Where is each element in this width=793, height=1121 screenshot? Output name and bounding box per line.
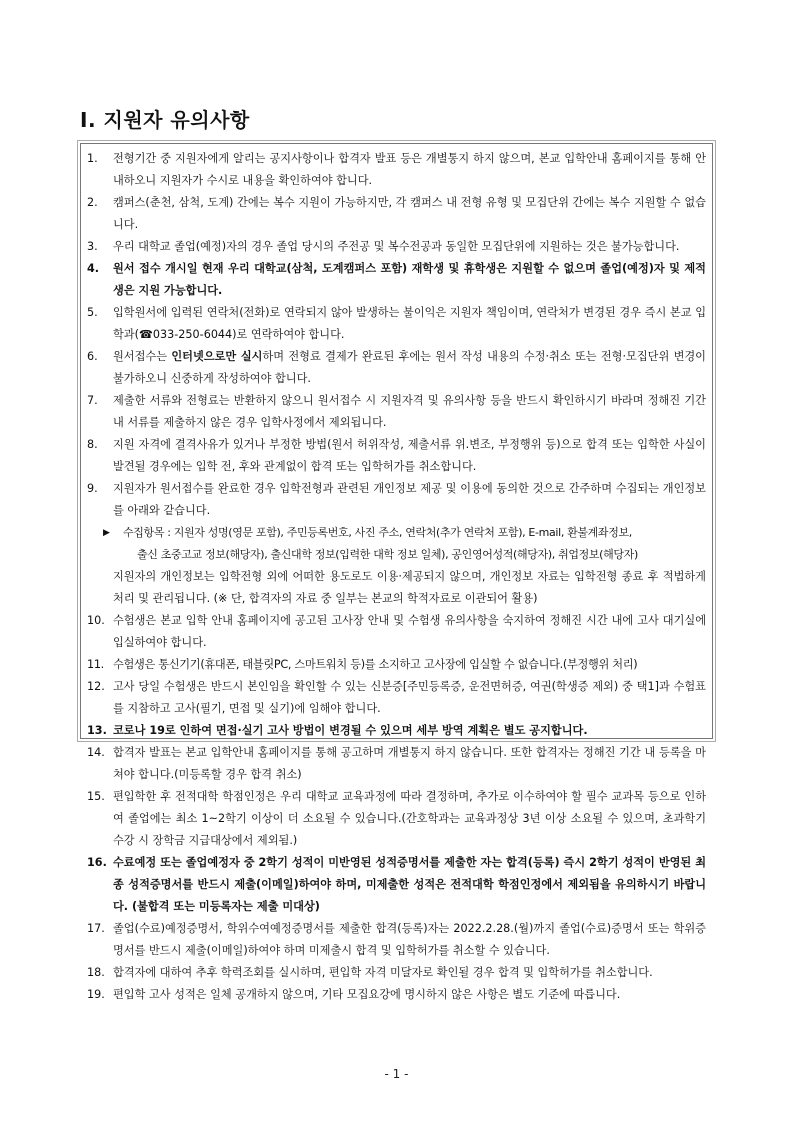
item-number: 17. bbox=[87, 922, 105, 935]
item-text: 원서 접수 개시일 현재 우리 대학교(삼척, 도계캠퍼스 포함) 재학생 및 휴학생은 지원할 수 없으며 졸업(예정)자 및 제적생은 지원 가능합니다. bbox=[113, 262, 706, 297]
item-number: 14. bbox=[87, 746, 105, 759]
sub-item-continuation: 지원자의 개인정보는 입학전형 외에 어떠한 용도로도 이용·제공되지 않으며, 개인정보 자료는 입학전형 종료 후 적법하게 처리 및 관리됩니다. (※ 단, 합격자의 자료 중 일부는 본교의 학적자료로 이관되어 활용) bbox=[113, 570, 706, 605]
item-text: 합격자에 대하여 추후 학력조회를 실시하며, 편입학 자격 미달자로 확인될 경우 합격 및 입학허가를 취소합니다. bbox=[113, 966, 653, 979]
item-text: 전형기간 중 지원자에게 알리는 공지사항이나 합격자 발표 등은 개별통지 하지 않으며, 본교 입학안내 홈페이지를 통해 안내하오니 지원자가 수시로 내용을 확인하여야 합니다. bbox=[113, 152, 706, 187]
item-text: 수료예정 또는 졸업예정자 중 2학기 성적이 미반영된 성적증명서를 제출한 자는 합격(등록) 즉시 2학기 성적이 반영된 최종 성적증명서를 반드시 제출(이메일)하여야 하며, 미제출한 성적은 전적대학 학점인정에서 제외됨을 유의하시기 바랍니다. (불합격 또는 미등록자는 제출 미대상) bbox=[113, 856, 706, 913]
list-item bbox=[87, 742, 706, 786]
list-item bbox=[87, 434, 706, 478]
list-item bbox=[87, 786, 706, 852]
list-item bbox=[87, 390, 706, 434]
item-text: 합격자 발표는 본교 입학안내 홈페이지를 통해 공고하며 개별통지 하지 않습니다. 또한 합격자는 정해진 기간 내 등록을 마쳐야 합니다.(미등록할 경우 합격 취소) bbox=[113, 746, 706, 781]
item-text: 편입학 고사 성적은 일체 공개하지 않으며, 기타 모집요강에 명시하지 않은 사항은 별도 기준에 따릅니다. bbox=[113, 988, 621, 1001]
item-text-part: 원서접수는 bbox=[113, 350, 172, 363]
item-number: 12. bbox=[87, 680, 105, 693]
list-item bbox=[87, 654, 706, 676]
list-item bbox=[87, 302, 706, 346]
item-text: 수험생은 통신기기(휴대폰, 태블릿PC, 스마트워치 등)를 소지하고 고사장에 입실할 수 없습니다.(부정행위 처리) bbox=[113, 658, 638, 671]
item-number: 9. bbox=[87, 482, 98, 495]
item-number: 11. bbox=[87, 658, 104, 671]
item-text-part: 하며 전형료 결제가 완료된 후에는 원서 작성 내용의 수정·취소 또는 전형·모집단위 변경이 불가하오니 신중하게 작성하여야 합니다. bbox=[113, 350, 706, 385]
list-item bbox=[87, 962, 706, 984]
item-number: 13. bbox=[87, 724, 107, 737]
item-number: 16. bbox=[87, 856, 107, 869]
item-text: 캠퍼스(춘천, 삼척, 도계) 간에는 복수 지원이 가능하지만, 각 캠퍼스 내 전형 유형 및 모집단위 간에는 복수 지원할 수 없습니다. bbox=[113, 196, 706, 231]
page-title: Ⅰ. 지원자 유의사항 bbox=[80, 108, 250, 132]
item-text: 수험생은 본교 입학 안내 홈페이지에 공고된 고사장 안내 및 수험생 유의사항을 숙지하여 정해진 시간 내에 고사 대기실에 입실하여야 합니다. bbox=[113, 614, 706, 649]
item-text: 지원자가 원서접수를 완료한 경우 입학전형과 관련된 개인정보 제공 및 이용에 동의한 것으로 간주하며 수집되는 개인정보를 아래와 같습니다. bbox=[113, 482, 706, 517]
list-item bbox=[87, 258, 706, 302]
list-item bbox=[87, 852, 706, 918]
item-text: 입학원서에 입력된 연락처(전화)로 연락되지 않아 발생하는 불이익은 지원자 책임이며, 연락처가 변경된 경우 즉시 본교 입학과(☎033-250-6044)로 연락하여야 합니다. bbox=[113, 306, 706, 341]
item-text bbox=[113, 346, 706, 390]
item-number: 19. bbox=[87, 988, 105, 1001]
list-item bbox=[87, 610, 706, 654]
list-item bbox=[87, 236, 706, 258]
notice-box bbox=[80, 143, 713, 1001]
item-text: 코로나 19로 인하여 면접·실기 고사 방법이 변경될 수 있으며 세부 방역 계획은 별도 공지합니다. bbox=[113, 724, 588, 737]
list-item bbox=[87, 984, 706, 1006]
item-number: 15. bbox=[87, 790, 105, 803]
item-text: 졸업(수료)예정증명서, 학위수여예정증명서를 제출한 합격(등록)자는 2022.2.28.(월)까지 졸업(수료)증명서 또는 학위증명서를 반드시 제출(이메일)하여야 하며 미제출시 합격 및 입학허가를 취소할 수 있습니다. bbox=[113, 922, 706, 957]
item-text: 편입학한 후 전적대학 학점인정은 우리 대학교 교육과정에 따라 결정하며, 추가로 이수하여야 할 필수 교과목 등으로 인하여 졸업에는 최소 1~2학기 이상이 더 소요될 수 있습니다.(간호학과는 교육과정상 3년 이상 소요될 수 있으며, 초과학기 수강 시 장학금 지급대상에서 제외됨.) bbox=[113, 790, 706, 847]
item-text: 우리 대학교 졸업(예정)자의 경우 졸업 당시의 주전공 및 복수전공과 동일한 모집단위에 지원하는 것은 불가능합니다. bbox=[113, 240, 680, 253]
item-number: 6. bbox=[87, 350, 98, 363]
list-item bbox=[87, 676, 706, 720]
item-text: 고사 당일 수험생은 반드시 본인임을 확인할 수 있는 신분증[주민등록증, 운전면허증, 여권(학생증 제외) 중 택1]과 수험표를 지참하고 고사(필기, 면접 및 실기)에 임해야 합니다. bbox=[113, 680, 706, 715]
item-text-emphasis: 인터넷으로만 실시 bbox=[171, 350, 263, 363]
item-number: 10. bbox=[87, 614, 105, 627]
list-item bbox=[87, 148, 706, 192]
item-number: 18. bbox=[87, 966, 105, 979]
item-text: 제출한 서류와 전형료는 반환하지 않으니 원서접수 시 지원자격 및 유의사항 등을 반드시 확인하시기 바라며 정해진 기간 내 서류를 제출하지 않은 경우 입학사정에서 제외됩니다. bbox=[113, 394, 706, 429]
sub-item bbox=[87, 522, 706, 566]
list-item bbox=[87, 720, 706, 742]
sub-item-line: 출신 초중고교 정보(해당자), 출신대학 정보(입력한 대학 정보 일체), 공인영어성적(해당자), 취업정보(해당자) bbox=[137, 548, 638, 561]
list-item bbox=[87, 918, 706, 962]
item-text: 지원 자격에 결격사유가 있거나 부정한 방법(원서 허위작성, 제출서류 위.변조, 부정행위 등)으로 합격 또는 입학한 사실이 발견될 경우에는 입학 전, 후와 관계없이 합격 또는 입학허가를 취소합니다. bbox=[113, 438, 706, 473]
item-number: 7. bbox=[87, 394, 98, 407]
item-number: 5. bbox=[87, 306, 98, 319]
list-item bbox=[87, 192, 706, 236]
item-number: 4. bbox=[87, 262, 100, 275]
item-number: 3. bbox=[87, 240, 98, 253]
list-item bbox=[87, 346, 706, 390]
arrow-icon: ▶ bbox=[103, 528, 110, 538]
item-number: 1. bbox=[87, 152, 98, 165]
item-number: 8. bbox=[87, 438, 98, 451]
item-number: 2. bbox=[87, 196, 98, 209]
page-number: - 1 - bbox=[384, 1067, 409, 1081]
list-item bbox=[87, 478, 706, 522]
sub-item-line: 수집항목 : 지원자 성명(영문 포함), 주민등록번호, 사진 주소, 연락처(추가 연락처 포함), E-mail, 환불계좌정보, bbox=[123, 526, 632, 539]
